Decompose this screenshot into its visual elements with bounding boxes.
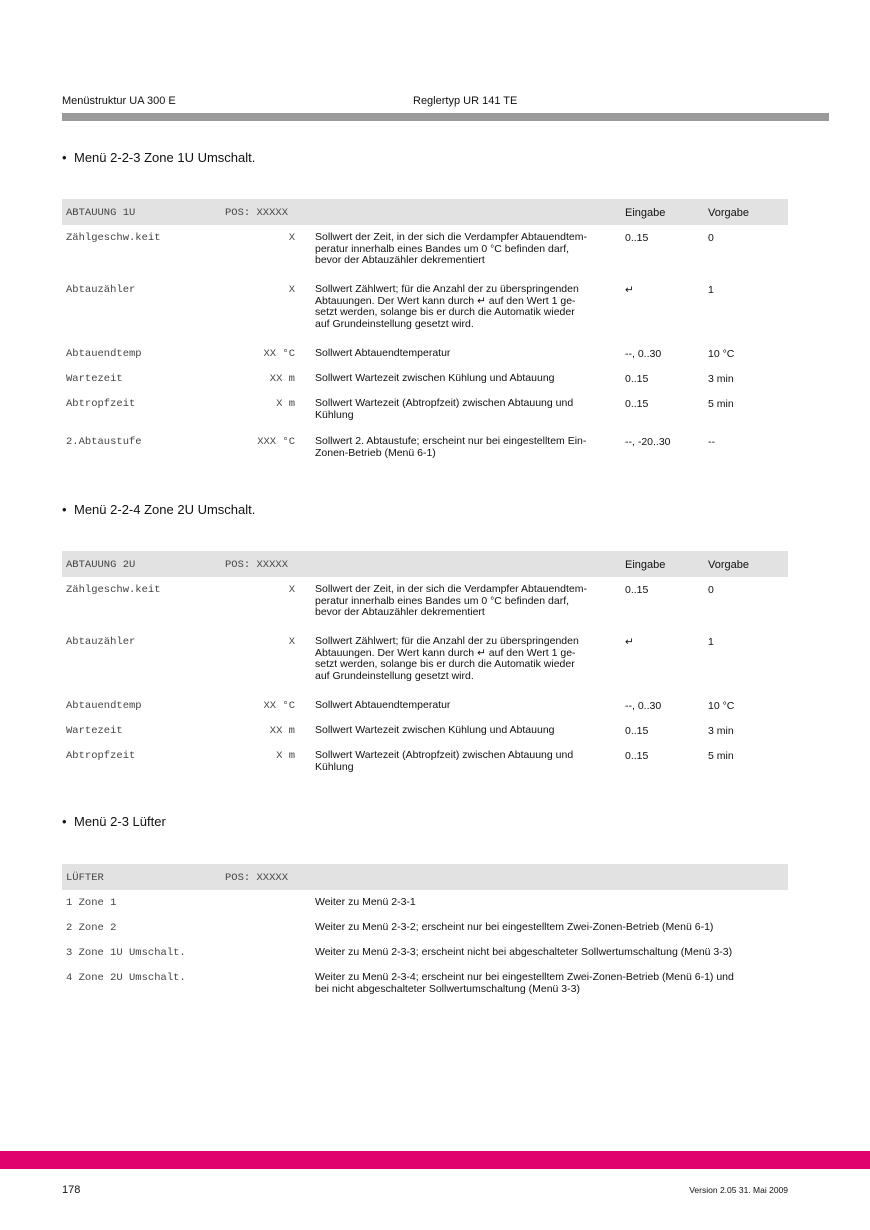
parameter-name: Abtropfzeit (66, 398, 136, 410)
table-abtauung-2u (62, 551, 788, 781)
parameter-eingabe: ↵ (625, 636, 634, 648)
header-center-title: Reglertyp UR 141 TE (413, 95, 518, 107)
table-row (62, 693, 788, 718)
parameter-description: Sollwert Wartezeit zwischen Kühlung und Abtauung (315, 372, 555, 384)
parameter-eingabe: 0..15 (625, 750, 649, 762)
parameter-name: 4 Zone 2U Umschalt. (66, 972, 186, 984)
header-left-title: Menüstruktur UA 300 E (62, 95, 176, 107)
table-row (62, 890, 788, 915)
parameter-value-format: XX °C (263, 348, 295, 360)
header-position: POS: XXXXX (225, 559, 289, 571)
parameter-eingabe: 0..15 (625, 232, 649, 244)
parameter-vorgabe: 3 min (708, 725, 734, 737)
parameter-vorgabe: 5 min (708, 398, 734, 410)
parameter-description: Sollwert Zählwert; für die Anzahl der zu überspringenden Abtauungen. Der Wert kann durch ↵ auf den Wert 1 ge- setzt werden, solange bis er durch die Automatik wieder auf Grundeinstellung gesetzt wird. (315, 635, 579, 682)
parameter-description: Sollwert Wartezeit (Abtropfzeit) zwischen Abtauung und Kühlung (315, 397, 574, 421)
parameter-description: Weiter zu Menü 2-3-2; erscheint nur bei eingestelltem Zwei-Zonen-Betrieb (Menü 6-1) (315, 921, 714, 933)
header-vorgabe: Vorgabe (708, 207, 749, 219)
parameter-eingabe: 0..15 (625, 373, 649, 385)
parameter-value-format: X m (276, 750, 295, 762)
parameter-eingabe: 0..15 (625, 584, 649, 596)
parameter-description: Weiter zu Menü 2-3-3; erscheint nicht bei abgeschalteter Sollwertumschaltung (Menü 3-3) (315, 946, 733, 958)
parameter-description: Sollwert Abtauendtemperatur (315, 347, 451, 359)
table-row (62, 277, 788, 341)
table-row (62, 965, 788, 1001)
parameter-description: Sollwert der Zeit, in der sich die Verdampfer Abtauendtem- peratur innerhalb eines Bandes um 0 °C befinden darf, bevor der Abtauzähler dekrementiert (315, 583, 587, 618)
parameter-value-format: XX °C (263, 700, 295, 712)
table-row (62, 366, 788, 391)
page-number: 178 (62, 1184, 81, 1196)
parameter-name: 2 Zone 2 (66, 922, 117, 934)
table-row (62, 743, 788, 781)
parameter-description: Sollwert 2. Abtaustufe; erscheint nur bei eingestelltem Ein- Zonen-Betrieb (Menü 6-1) (315, 435, 587, 459)
table-row (62, 718, 788, 743)
header-divider (62, 113, 829, 121)
parameter-eingabe: ↵ (625, 284, 634, 296)
parameter-vorgabe: 10 °C (708, 700, 735, 712)
table-row (62, 225, 788, 277)
parameter-vorgabe: 5 min (708, 750, 734, 762)
table-header (62, 551, 788, 577)
section-title-zone-1u: • Menü 2-2-3 Zone 1U Umschalt. (62, 150, 256, 165)
bullet: • (62, 814, 67, 829)
table-header (62, 864, 788, 890)
parameter-eingabe: 0..15 (625, 398, 649, 410)
version-info: Version 2.05 31. Mai 2009 (689, 1185, 788, 1195)
header-menu-name: ABTAUUNG 1U (66, 207, 136, 219)
parameter-name: Zählgeschw.keit (66, 584, 161, 596)
parameter-name: Abtauzähler (66, 284, 136, 296)
header-menu-name: LÜFTER (66, 872, 104, 884)
parameter-description: Weiter zu Menü 2-3-4; erscheint nur bei eingestelltem Zwei-Zonen-Betrieb (Menü 6-1) und bei nicht abgeschalteter Sollwertumschaltung (Menü 3-3) (315, 971, 734, 995)
parameter-eingabe: --, 0..30 (625, 348, 662, 360)
header-position: POS: XXXXX (225, 207, 289, 219)
parameter-name: 1 Zone 1 (66, 897, 117, 909)
header-menu-name: ABTAUUNG 2U (66, 559, 136, 571)
parameter-value-format: XX m (269, 725, 295, 737)
parameter-description: Sollwert Wartezeit (Abtropfzeit) zwischen Abtauung und Kühlung (315, 749, 574, 773)
bullet: • (62, 150, 67, 165)
parameter-name: Zählgeschw.keit (66, 232, 161, 244)
parameter-name: Abtauzähler (66, 636, 136, 648)
parameter-name: Wartezeit (66, 373, 123, 385)
parameter-value-format: XXX °C (257, 436, 295, 448)
parameter-name: 3 Zone 1U Umschalt. (66, 947, 186, 959)
parameter-eingabe: --, -20..30 (625, 436, 671, 448)
parameter-value-format: X (288, 636, 295, 648)
parameter-description: Sollwert Zählwert; für die Anzahl der zu überspringenden Abtauungen. Der Wert kann durch ↵ auf den Wert 1 ge- setzt werden, solange bis er durch die Automatik wieder auf Grundeinstellung gesetzt wird. (315, 283, 579, 330)
table-row (62, 429, 788, 465)
header-position: POS: XXXXX (225, 872, 289, 884)
header-eingabe: Eingabe (625, 559, 666, 571)
parameter-vorgabe: -- (708, 436, 715, 448)
table-row (62, 629, 788, 693)
parameter-vorgabe: 10 °C (708, 348, 735, 360)
parameter-vorgabe: 0 (708, 584, 714, 596)
parameter-vorgabe: 1 (708, 636, 714, 648)
parameter-eingabe: --, 0..30 (625, 700, 662, 712)
parameter-name: Abtropfzeit (66, 750, 136, 762)
table-header (62, 199, 788, 225)
table-row (62, 577, 788, 629)
parameter-value-format: X (288, 584, 295, 596)
parameter-value-format: X (288, 232, 295, 244)
parameter-name: 2.Abtaustufe (66, 436, 142, 448)
header-vorgabe: Vorgabe (708, 559, 749, 571)
table-luefter (62, 864, 788, 1001)
parameter-vorgabe: 0 (708, 232, 714, 244)
table-row (62, 940, 788, 965)
parameter-vorgabe: 1 (708, 284, 714, 296)
table-row (62, 391, 788, 429)
table-abtauung-1u (62, 199, 788, 465)
section-title-luefter: • Menü 2-3 Lüfter (62, 814, 166, 829)
parameter-eingabe: 0..15 (625, 725, 649, 737)
parameter-value-format: X (288, 284, 295, 296)
parameter-description: Sollwert der Zeit, in der sich die Verdampfer Abtauendtem- peratur innerhalb eines Bandes um 0 °C befinden darf, bevor der Abtauzähler dekrementiert (315, 231, 587, 266)
parameter-description: Sollwert Abtauendtemperatur (315, 699, 451, 711)
table-row (62, 915, 788, 940)
footer-accent-bar (0, 1151, 870, 1169)
parameter-description: Sollwert Wartezeit zwischen Kühlung und Abtauung (315, 724, 555, 736)
parameter-name: Abtauendtemp (66, 348, 142, 360)
table-row (62, 341, 788, 366)
parameter-value-format: XX m (269, 373, 295, 385)
parameter-description: Weiter zu Menü 2-3-1 (315, 896, 416, 908)
section-title-zone-2u: • Menü 2-2-4 Zone 2U Umschalt. (62, 502, 256, 517)
bullet: • (62, 502, 67, 517)
header-eingabe: Eingabe (625, 207, 666, 219)
parameter-value-format: X m (276, 398, 295, 410)
parameter-name: Wartezeit (66, 725, 123, 737)
parameter-name: Abtauendtemp (66, 700, 142, 712)
parameter-vorgabe: 3 min (708, 373, 734, 385)
